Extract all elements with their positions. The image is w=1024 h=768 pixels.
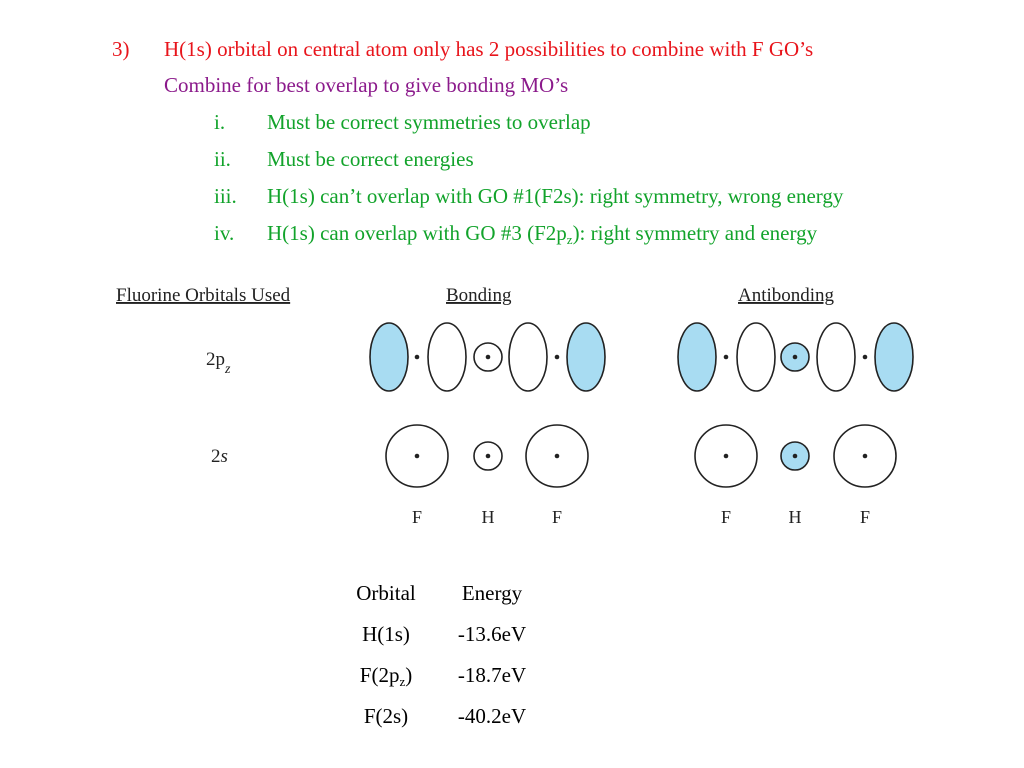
item-marker: iv. xyxy=(214,221,235,245)
item-text: H(1s) can’t overlap with GO #1(F2s): right symmetry, wrong energy xyxy=(267,184,844,208)
item-marker: ii. xyxy=(214,147,231,171)
item-marker: iii. xyxy=(214,184,237,208)
table-cell-orbital: H(1s) xyxy=(362,622,410,646)
row-label-2s: 2s xyxy=(211,446,228,467)
table-header-energy: Energy xyxy=(461,581,523,605)
item-text-before: H(1s) can overlap with GO #3 (F2p xyxy=(267,221,567,245)
atom-label-f: F xyxy=(859,507,871,527)
atom-label-f: F xyxy=(411,507,423,527)
table-cell-orbital: $F(2p_z)$ xyxy=(359,663,413,689)
table-cell-energy: -18.7eV xyxy=(457,663,527,687)
atom-label-f: F xyxy=(551,507,563,527)
item-text: Must be correct energies xyxy=(267,147,474,171)
header-fluorine-orbitals: Fluorine Orbitals Used xyxy=(116,285,291,306)
header-bonding: Bonding xyxy=(446,285,512,306)
heading-text: H(1s) orbital on central atom only has 2 possibilities to combine with F GO’s xyxy=(164,37,814,61)
point-subheading: Combine for best overlap to give bonding MO’s xyxy=(164,73,569,97)
table-cell-orbital: F(2s) xyxy=(363,704,409,728)
table-header-orbital: Orbital xyxy=(356,581,416,605)
item-text: Must be correct symmetries to overlap xyxy=(267,110,591,134)
point-number: 3) xyxy=(112,37,130,61)
item-text-after: ): right symmetry and energy xyxy=(572,221,818,245)
table-cell-energy: -40.2eV xyxy=(457,704,527,728)
item-text-sub: z xyxy=(566,232,573,247)
atom-label-f: F xyxy=(720,507,732,527)
table-cell-energy: -13.6eV xyxy=(457,622,527,646)
item-marker: i. xyxy=(214,110,226,134)
atom-label-h: H xyxy=(788,507,802,527)
atom-label-h: H xyxy=(481,507,495,527)
row-label-2pz: $2p_z$ xyxy=(206,349,231,377)
header-antibonding: Antibonding xyxy=(738,285,835,306)
